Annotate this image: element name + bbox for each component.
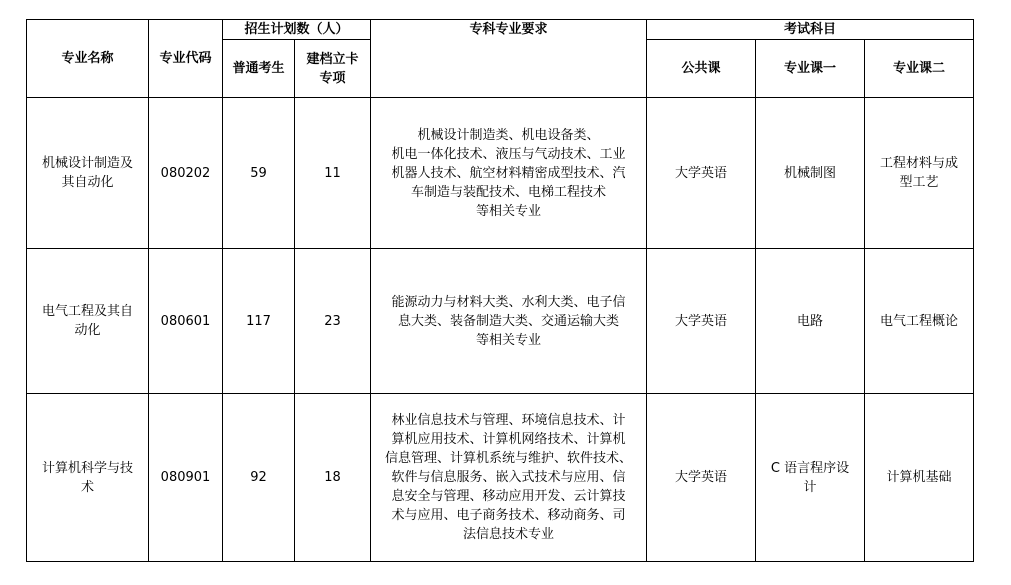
requirement-line: 机电一体化技术、液压与气动技术、工业 — [391, 146, 626, 162]
cell-major-code: 080202 — [149, 98, 223, 249]
major-name-line: 其自动化 — [61, 175, 114, 190]
requirement-line: 等相关专业 — [476, 332, 542, 348]
cell-major-code: 080901 — [149, 394, 223, 562]
header-plan-special-line-1: 建档立卡 — [306, 51, 359, 67]
admissions-table — [26, 19, 974, 562]
major-name-line: 术 — [80, 479, 94, 495]
cell-exam-course1 — [756, 98, 865, 249]
course2-line: 工程材料与成 — [880, 156, 959, 171]
cell-exam-course2 — [865, 394, 974, 562]
header-plan-regular: 普通考生 — [223, 40, 295, 98]
course1-line: C 语言程序设 — [770, 460, 850, 476]
cell-plan-regular: 59 — [223, 98, 295, 249]
requirement-line: 算机应用技术、计算机网络技术、计算机 — [391, 432, 626, 447]
course1-line: 电路 — [797, 313, 824, 329]
requirement-line: 车制造与装配技术、电梯工程技术 — [411, 184, 607, 200]
cell-exam-course1 — [756, 394, 865, 562]
requirement-line: 机械设计制造类、机电设备类、 — [417, 127, 600, 143]
major-name-line: 计算机科学与技 — [41, 460, 133, 476]
cell-exam-course2 — [865, 98, 974, 249]
cell-plan-regular: 117 — [223, 249, 295, 394]
cell-requirement — [371, 98, 647, 249]
requirement-line: 机器人技术、航空材料精密成型技术、汽 — [391, 165, 626, 181]
cell-requirement — [371, 249, 647, 394]
cell-exam-public: 大学英语 — [647, 394, 756, 562]
requirement-line: 林业信息技术与管理、环境信息技术、计 — [391, 413, 626, 428]
cell-major-name — [27, 394, 149, 562]
major-name-line: 动化 — [74, 323, 101, 338]
header-plan-group: 招生计划数（人） — [223, 20, 371, 40]
cell-major-name — [27, 249, 149, 394]
requirement-line: 法信息技术专业 — [463, 527, 555, 542]
table-row — [27, 98, 974, 249]
cell-major-code: 080601 — [149, 249, 223, 394]
header-exam-public: 公共课 — [647, 40, 756, 98]
major-name-line: 电气工程及其自 — [41, 304, 133, 319]
cell-exam-public: 大学英语 — [647, 249, 756, 394]
header-major-code: 专业代码 — [149, 20, 223, 98]
course2-line: 计算机基础 — [886, 470, 952, 485]
cell-plan-special: 11 — [295, 98, 371, 249]
requirement-line: 软件与信息服务、嵌入式技术与应用、信 — [391, 470, 626, 485]
table-row — [27, 394, 974, 562]
header-requirement: 专科专业要求 — [371, 20, 647, 98]
course1-line: 计 — [803, 479, 817, 495]
header-exam-group: 考试科目 — [647, 20, 974, 40]
course1-line: 机械制图 — [784, 165, 837, 181]
header-plan-special-line-2: 专项 — [319, 70, 346, 86]
cell-major-name — [27, 98, 149, 249]
cell-plan-special: 23 — [295, 249, 371, 394]
cell-requirement — [371, 394, 647, 562]
cell-exam-public: 大学英语 — [647, 98, 756, 249]
cell-plan-special: 18 — [295, 394, 371, 562]
cell-exam-course2 — [865, 249, 974, 394]
requirement-line: 息大类、装备制造大类、交通运输大类 — [398, 313, 620, 329]
requirement-line: 息安全与管理、移动应用开发、云计算技 — [391, 489, 626, 504]
requirement-line: 能源动力与材料大类、水利大类、电子信 — [391, 294, 626, 310]
header-major-name: 专业名称 — [27, 20, 149, 98]
cell-plan-regular: 92 — [223, 394, 295, 562]
table-row — [27, 249, 974, 394]
course2-line: 电气工程概论 — [880, 313, 959, 329]
course2-line: 型工艺 — [899, 175, 939, 190]
requirement-line: 等相关专业 — [476, 203, 542, 219]
header-plan-special — [295, 40, 371, 98]
header-row-1 — [27, 20, 974, 40]
major-name-line: 机械设计制造及 — [41, 156, 133, 171]
header-exam-course2: 专业课二 — [865, 40, 974, 98]
requirement-line: 术与应用、电子商务技术、移动商务、司 — [391, 508, 626, 523]
header-exam-course1: 专业课一 — [756, 40, 865, 98]
cell-exam-course1 — [756, 249, 865, 394]
requirement-line: 信息管理、计算机系统与维护、软件技术、 — [385, 451, 633, 466]
